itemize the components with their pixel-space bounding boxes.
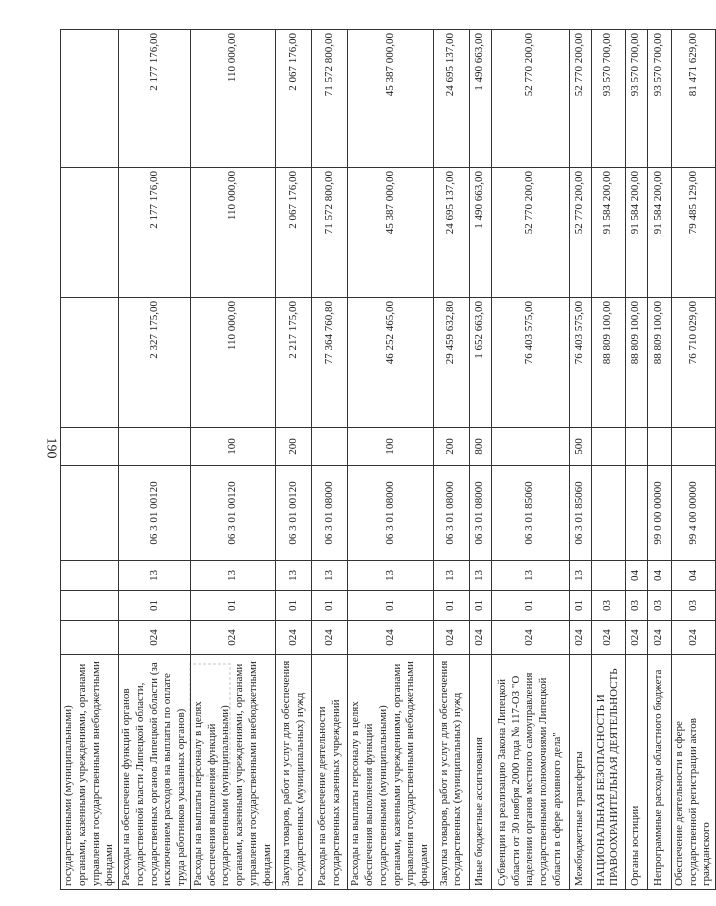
cell-amount-3: 71 572 800,00 (312, 30, 348, 168)
cell-amount-2: 24 695 137,00 (433, 168, 469, 298)
table-body (61, 30, 716, 890)
cell-ministry: 024 (469, 621, 491, 655)
cell-amount-3: 93 570 700,00 (647, 30, 671, 168)
cell-amount-3: 52 770 200,00 (491, 30, 569, 168)
cell-subsection: 13 (491, 561, 569, 591)
cell-amount-2: 2 177 176,00 (119, 168, 191, 298)
table-row (276, 30, 312, 890)
cell-subsection: 13 (433, 561, 469, 591)
cell-section: 03 (625, 591, 647, 621)
cell-expense-type (647, 428, 671, 466)
stamp-mark (180, 660, 240, 780)
cell-target-article: 06 3 01 00120 (190, 466, 276, 561)
table-row (433, 30, 469, 890)
cell-expense-type (625, 428, 647, 466)
cell-amount-2: 45 387 000,00 (348, 168, 434, 298)
cell-ministry: 024 (119, 621, 191, 655)
cell-name: Закупка товаров, работ и услуг для обеспечения государственных (муниципальных) нужд (433, 655, 469, 890)
cell-amount-3: 2 177 176,00 (119, 30, 191, 168)
cell-name: Органы юстиции (625, 655, 647, 890)
cell-amount-3: 24 695 137,00 (433, 30, 469, 168)
cell-amount-3: 45 387 000,00 (348, 30, 434, 168)
cell-name: Расходы на обеспечение деятельности государственных казенных учреждений (312, 655, 348, 890)
cell-target-article: 06 3 01 85060 (491, 466, 569, 561)
cell-target-article: 99 4 00 00000 (671, 466, 715, 561)
cell-name: Обеспечение деятельности в сфере государственной регистрации актов гражданского (671, 655, 715, 890)
cell-ministry: 024 (190, 621, 276, 655)
table-row (348, 30, 434, 890)
cell-section: 01 (276, 591, 312, 621)
cell-target-article (591, 466, 625, 561)
cell-target-article: 06 3 01 08000 (348, 466, 434, 561)
cell-name: Расходы на обеспечение функций органов государственной власти Липецкой области, государственных органов Липецкой области (за исключением расходов на выплаты по оплате труда работников указанных органов) (119, 655, 191, 890)
cell-amount-1: 110 000,00 (190, 298, 276, 428)
cell-name: Межбюджетные трансферты (569, 655, 591, 890)
cell-name: Субвенции на реализацию Закона Липецкой области от 30 ноября 2000 года № 117-ОЗ "О наделении органов местного самоуправления государственными полномочиями Липецкой области в сфере архивного дела" (491, 655, 569, 890)
cell-ministry: 024 (348, 621, 434, 655)
cell-expense-type (671, 428, 715, 466)
cell-amount-1: 76 403 575,00 (491, 298, 569, 428)
cell-amount-1: 29 459 632,80 (433, 298, 469, 428)
cell-ministry: 024 (647, 621, 671, 655)
table-viewport (60, 30, 713, 890)
cell-section: 01 (469, 591, 491, 621)
cell-expense-type (312, 428, 348, 466)
cell-expense-type: 800 (469, 428, 491, 466)
cell-subsection: 13 (190, 561, 276, 591)
cell-section: 03 (671, 591, 715, 621)
table-row (312, 30, 348, 890)
cell-target-article (61, 466, 119, 561)
cell-name: Расходы на выплаты персоналу в целях обеспечения выполнения функций государственными (муниципальными) органами, казенными учреждениями, органами управления государственными внебюджетными фондами (348, 655, 434, 890)
cell-subsection (591, 561, 625, 591)
table-row (647, 30, 671, 890)
cell-section: 01 (312, 591, 348, 621)
cell-name: Расходы на выплаты персоналу в целях обеспечения выполнения функций государственными (муниципальными) органами, казенными учреждениями, органами управления государственными внебюджетными фондами (190, 655, 276, 890)
cell-amount-1: 88 809 100,00 (647, 298, 671, 428)
cell-ministry (61, 621, 119, 655)
table-row (591, 30, 625, 890)
cell-section: 03 (591, 591, 625, 621)
cell-amount-2: 91 584 200,00 (625, 168, 647, 298)
cell-subsection: 13 (348, 561, 434, 591)
cell-expense-type: 100 (348, 428, 434, 466)
cell-expense-type (119, 428, 191, 466)
table-row (671, 30, 715, 890)
table-row (469, 30, 491, 890)
cell-amount-3: 110 000,00 (190, 30, 276, 168)
cell-section: 01 (190, 591, 276, 621)
cell-amount-1: 76 710 029,00 (671, 298, 715, 428)
cell-amount-1: 77 364 760,80 (312, 298, 348, 428)
table-row (625, 30, 647, 890)
cell-amount-2: 79 485 129,00 (671, 168, 715, 298)
cell-amount-1: 2 327 175,00 (119, 298, 191, 428)
cell-ministry: 024 (433, 621, 469, 655)
cell-amount-1: 2 217 175,00 (276, 298, 312, 428)
cell-expense-type: 100 (190, 428, 276, 466)
cell-expense-type: 500 (569, 428, 591, 466)
cell-ministry: 024 (591, 621, 625, 655)
cell-target-article (625, 466, 647, 561)
cell-expense-type (61, 428, 119, 466)
cell-ministry: 024 (569, 621, 591, 655)
rotated-table-container (60, 30, 713, 890)
cell-subsection: 13 (569, 561, 591, 591)
cell-amount-3: 1 490 663,00 (469, 30, 491, 168)
cell-subsection: 13 (469, 561, 491, 591)
cell-amount-3: 52 770 200,00 (569, 30, 591, 168)
cell-subsection (61, 561, 119, 591)
cell-amount-3: 81 471 629,00 (671, 30, 715, 168)
cell-amount-2: 2 067 176,00 (276, 168, 312, 298)
cell-amount-2: 71 572 800,00 (312, 168, 348, 298)
cell-subsection: 13 (119, 561, 191, 591)
cell-ministry: 024 (276, 621, 312, 655)
cell-amount-2: 52 770 200,00 (491, 168, 569, 298)
cell-section: 01 (491, 591, 569, 621)
cell-name: государственными (муниципальными) органами, казенными учреждениями, органами управления государственными внебюджетными фондами (61, 655, 119, 890)
page-number: 190 (43, 437, 59, 459)
cell-target-article: 06 3 01 08000 (433, 466, 469, 561)
cell-amount-1: 46 252 465,00 (348, 298, 434, 428)
cell-ministry: 024 (312, 621, 348, 655)
cell-target-article: 99 0 00 00000 (647, 466, 671, 561)
cell-amount-2: 52 770 200,00 (569, 168, 591, 298)
cell-ministry: 024 (671, 621, 715, 655)
cell-name: Иные бюджетные ассигнования (469, 655, 491, 890)
cell-section: 01 (119, 591, 191, 621)
cell-section (61, 591, 119, 621)
table-row (569, 30, 591, 890)
cell-amount-3: 2 067 176,00 (276, 30, 312, 168)
cell-subsection: 04 (671, 561, 715, 591)
cell-subsection: 04 (625, 561, 647, 591)
cell-target-article: 06 3 01 85060 (569, 466, 591, 561)
cell-name: Закупка товаров, работ и услуг для обеспечения государственных (муниципальных) нужд (276, 655, 312, 890)
table-row (491, 30, 569, 890)
cell-target-article: 06 3 01 00120 (119, 466, 191, 561)
cell-expense-type: 200 (276, 428, 312, 466)
cell-amount-1: 76 403 575,00 (569, 298, 591, 428)
cell-name: НАЦИОНАЛЬНАЯ БЕЗОПАСНОСТЬ И ПРАВООХРАНИТЕЛЬНАЯ ДЕЯТЕЛЬНОСТЬ (591, 655, 625, 890)
cell-amount-2: 91 584 200,00 (647, 168, 671, 298)
cell-subsection: 13 (312, 561, 348, 591)
cell-section: 01 (433, 591, 469, 621)
budget-table (60, 29, 716, 890)
cell-expense-type (491, 428, 569, 466)
cell-section: 01 (569, 591, 591, 621)
cell-target-article: 06 3 01 08000 (312, 466, 348, 561)
cell-subsection: 04 (647, 561, 671, 591)
cell-amount-3: 93 570 700,00 (625, 30, 647, 168)
cell-amount-2: 91 584 200,00 (591, 168, 625, 298)
cell-amount-1: 1 652 663,00 (469, 298, 491, 428)
cell-amount-2: 1 490 663,00 (469, 168, 491, 298)
cell-amount-2 (61, 168, 119, 298)
cell-amount-2: 110 000,00 (190, 168, 276, 298)
cell-expense-type (591, 428, 625, 466)
cell-amount-1 (61, 298, 119, 428)
table-row (61, 30, 119, 890)
cell-ministry: 024 (625, 621, 647, 655)
cell-target-article: 06 3 01 00120 (276, 466, 312, 561)
cell-expense-type: 200 (433, 428, 469, 466)
cell-amount-3: 93 570 700,00 (591, 30, 625, 168)
cell-ministry: 024 (491, 621, 569, 655)
cell-subsection: 13 (276, 561, 312, 591)
cell-amount-1: 88 809 100,00 (625, 298, 647, 428)
cell-target-article: 06 3 01 08000 (469, 466, 491, 561)
cell-name: Непрограммные расходы областного бюджета (647, 655, 671, 890)
cell-section: 03 (647, 591, 671, 621)
cell-section: 01 (348, 591, 434, 621)
cell-amount-1: 88 809 100,00 (591, 298, 625, 428)
cell-amount-3 (61, 30, 119, 168)
